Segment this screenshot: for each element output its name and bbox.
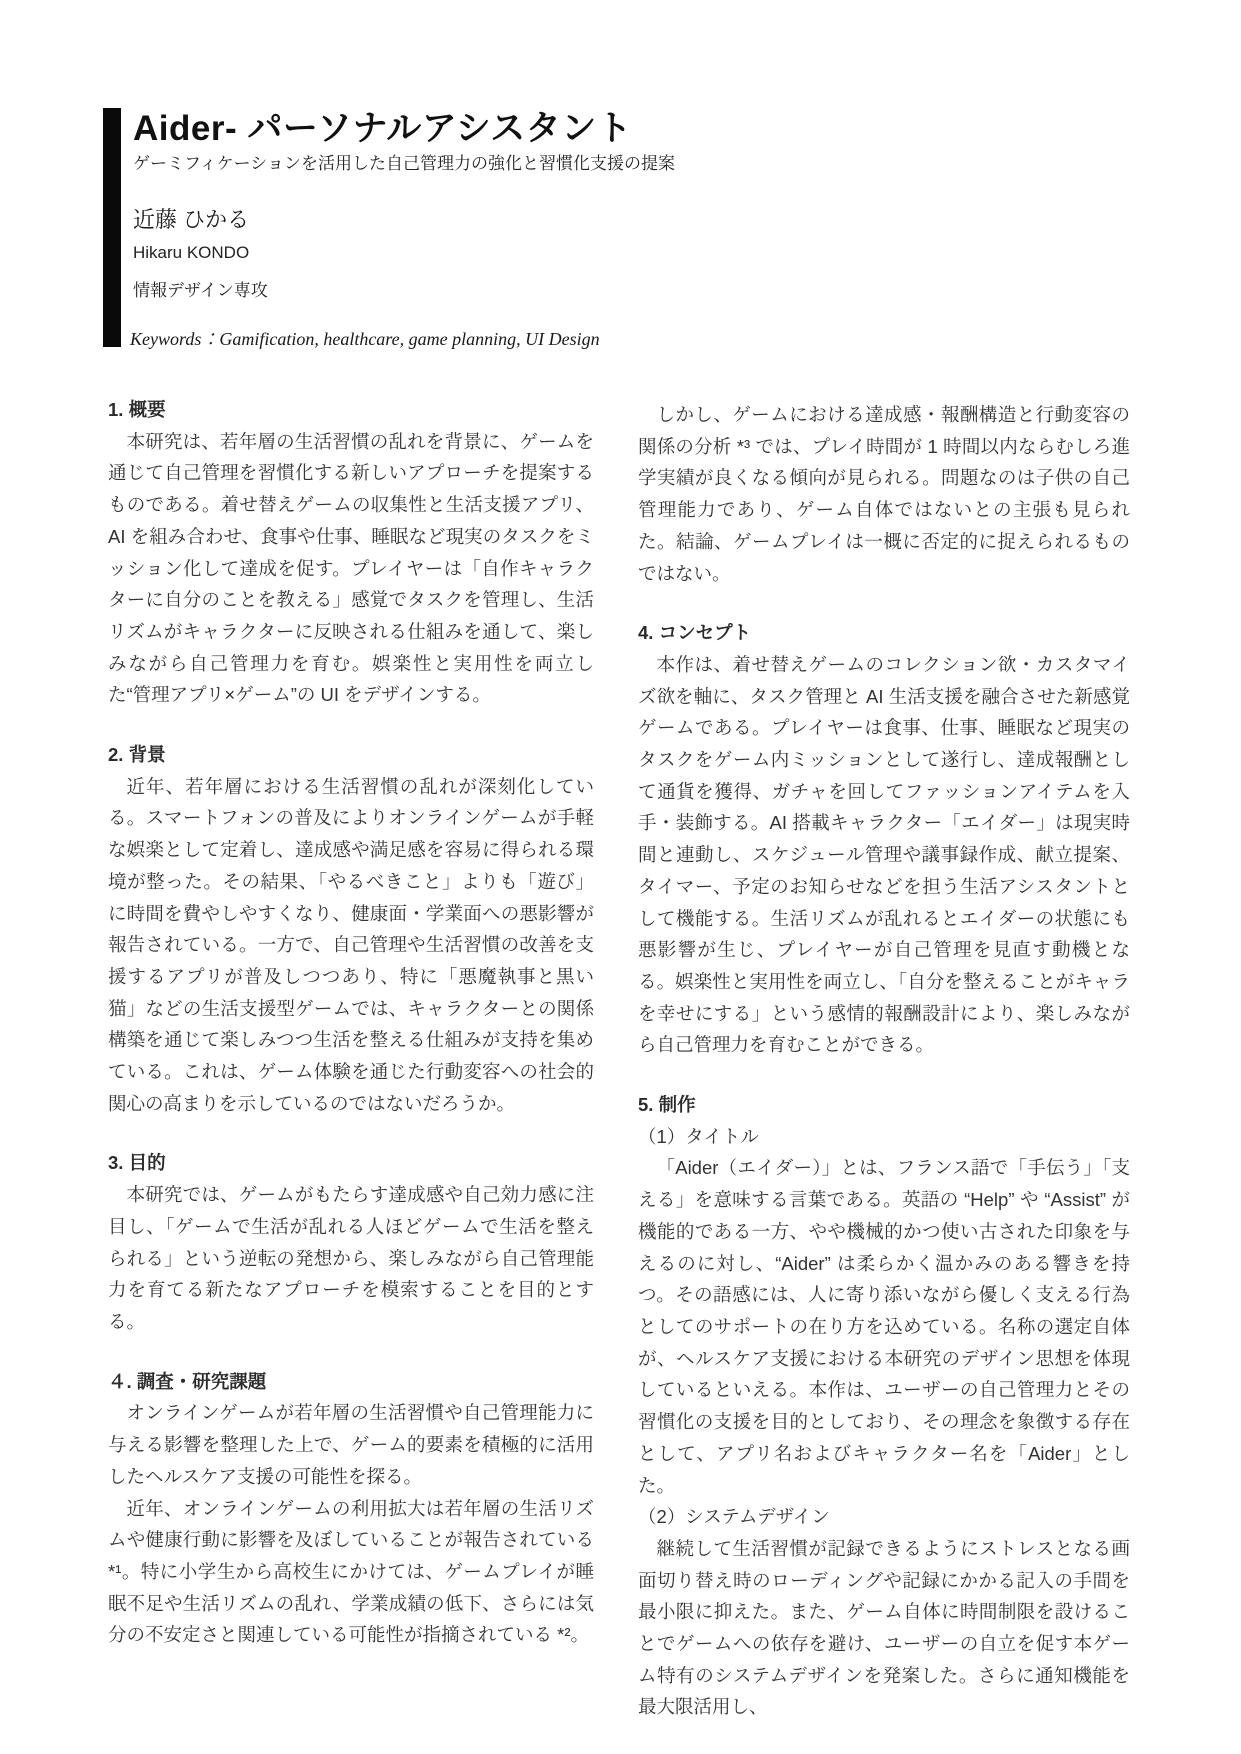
column-left [108, 394, 594, 1651]
paragraph-concept: 本作は、着せ替えゲームのコレクション欲・カスタマイズ欲を軸に、タスク管理と AI 生活支援を融合させた新感覚ゲームである。プレイヤーは食事、仕事、睡眠など現実のタスクをゲーム内ミッションとして遂行し、達成報酬として通貨を獲得、ガチャを回してファッションアイテムを入手・装飾する。AI 搭載キャラクター「エイダー」は現実時間と連動し、スケジュール管理や議事録作成、献立提案、タイマー、予定のお知らせなどを担う生活アシスタントとして機能する。生活リズムが乱れるとエイダーの状態にも悪影響が生じ、プレイヤーが自己管理を見直す動機となる。娯楽性と実用性を両立し、「自分を整えることがキャラを幸せにする」という感情的報酬設計により、楽しみながら自己管理力を育むことができる。 [638, 653, 1130, 1056]
author-name: 近藤 ひかる [133, 207, 250, 232]
section-heading-overview: 1. 概要 [108, 399, 166, 420]
title-accent-bar [103, 108, 121, 347]
paragraph-purpose: 本研究では、ゲームがもたらす達成感や自己効力感に注目し、「ゲームで生活が乱れる人ほどゲームで生活を整えられる」という逆転の発想から、楽しみながら自己管理能力を育てる新たなアプローチを模索することを目的とする。 [108, 1184, 594, 1332]
paragraph-research-2: 近年、オンラインゲームの利用拡大は若年層の生活リズムや健康行動に影響を及ぼしていることが報告されている *¹。特に小学生から高校生にかけては、ゲームプレイが睡眠不足や生活リズムの乱れ、学業成績の低下、さらには気分の不安定さと関連している可能性が指摘されている *²。 [108, 1497, 594, 1646]
paper-title: Aider- パーソナルアシスタント [133, 109, 633, 148]
section-heading-research: ４. 調査・研究課題 [108, 1370, 267, 1392]
section-heading-production: 5. 制作 [638, 1094, 696, 1116]
paragraph-overview: 本研究は、若年層の生活習慣の乱れを背景に、ゲームを通じて自己管理を習慣化する新しいアプローチを提案するものである。着せ替えゲームの収集性と生活支援アプリ、AI を組み合わせ、食事や仕事、睡眠など現実のタスクをミッション化して達成を促す。プレイヤーは「自作キャラクターに自分のことを教える」感覚でタスクを管理し、生活リズムがキャラクターに反映される仕組みを通して、楽しみながら自己管理力を育む。娯楽性と実用性を両立した“管理アプリ×ゲーム”の UI をデザインする。 [108, 430, 594, 706]
paragraph-production-system-design: 継続して生活習慣が記録できるようにストレスとなる画面切り替え時のローディングや記録にかかる記入の手間を最小限に抑えた。また、ゲーム自体に時間制限を設けることでゲームへの依存を避け、ユーザーの自立を促す本ゲーム特有のシステムデザインを発案した。さらに通知機能を最大限活用し、 [638, 1537, 1130, 1718]
subsection-label-system-design: （2）システムデザイン [638, 1506, 830, 1528]
section-heading-background: 2. 背景 [108, 744, 166, 766]
section-heading-purpose: 3. 目的 [108, 1152, 166, 1174]
paragraph-background: 近年、若年層における生活習慣の乱れが深刻化している。スマートフォンの普及によりオンラインゲームが手軽な娯楽として定着し、達成感や満足感を容易に得られる環境が整った。その結果、「やるべきこと」よりも「遊び」に時間を費やしやすくなり、健康面・学業面への悪影響が報告されている。一方で、自己管理や生活習慣の改善を支援するアプリが普及しつつあり、特に「悪魔執事と黒い猫」などの生活支援型ゲームでは、キャラクターとの関係構築を通じて楽しみつつ生活を整える仕組みが支持を集めている。これは、ゲーム体験を通じた行動変容への社会的関心の高まりを示しているのではないだろうか。 [108, 775, 594, 1114]
keywords-line: Keywords：Gamification, healthcare, game planning, UI Design [130, 329, 600, 349]
paper-subtitle: ゲーミフィケーションを活用した自己管理力の強化と習慣化支援の提案 [133, 154, 675, 173]
column-right [638, 399, 1130, 1723]
author-name-romanized: Hikaru KONDO [133, 243, 250, 262]
author-affiliation: 情報デザイン専攻 [133, 281, 268, 300]
paragraph-production-title: 「Aider（エイダー）」とは、フランス語で「手伝う」「支える」を意味する言葉である。英語の “Help” や “Assist” が機能的である一方、やや機械的かつ使い古された印象を与えるのに対し、“Aider” は柔らかく温かみのある響きを持つ。その語感には、人に寄り添いながら優しく支える行為としてのサポートの在り方を込めている。名称の選定自体が、ヘルスケア支援における本研究のデザイン思想を体現しているといえる。本作は、ユーザーの自己管理力とその習慣化の支援を目的としており、その理念を象徴する存在として、アプリ名およびキャラクター名を「Aider」とした。 [638, 1157, 1130, 1496]
paragraph-research-1: オンラインゲームが若年層の生活習慣や自己管理能力に与える影響を整理した上で、ゲーム的要素を積極的に活用したヘルスケア支援の可能性を探る。 [108, 1402, 594, 1487]
paragraph-research-3: しかし、ゲームにおける達成感・報酬構造と行動変容の関係の分析 *³ では、プレイ時間が 1 時間以内ならむしろ進学実績が良くなる傾向が見られる。問題なのは子供の自己管理能力であり、ゲーム自体ではないとの主張も見られた。結論、ゲームプレイは一概に否定的に捉えられるものではない。 [638, 404, 1130, 584]
subsection-label-title: （1）タイトル [638, 1125, 759, 1147]
section-heading-concept: 4. コンセプト [638, 622, 752, 644]
